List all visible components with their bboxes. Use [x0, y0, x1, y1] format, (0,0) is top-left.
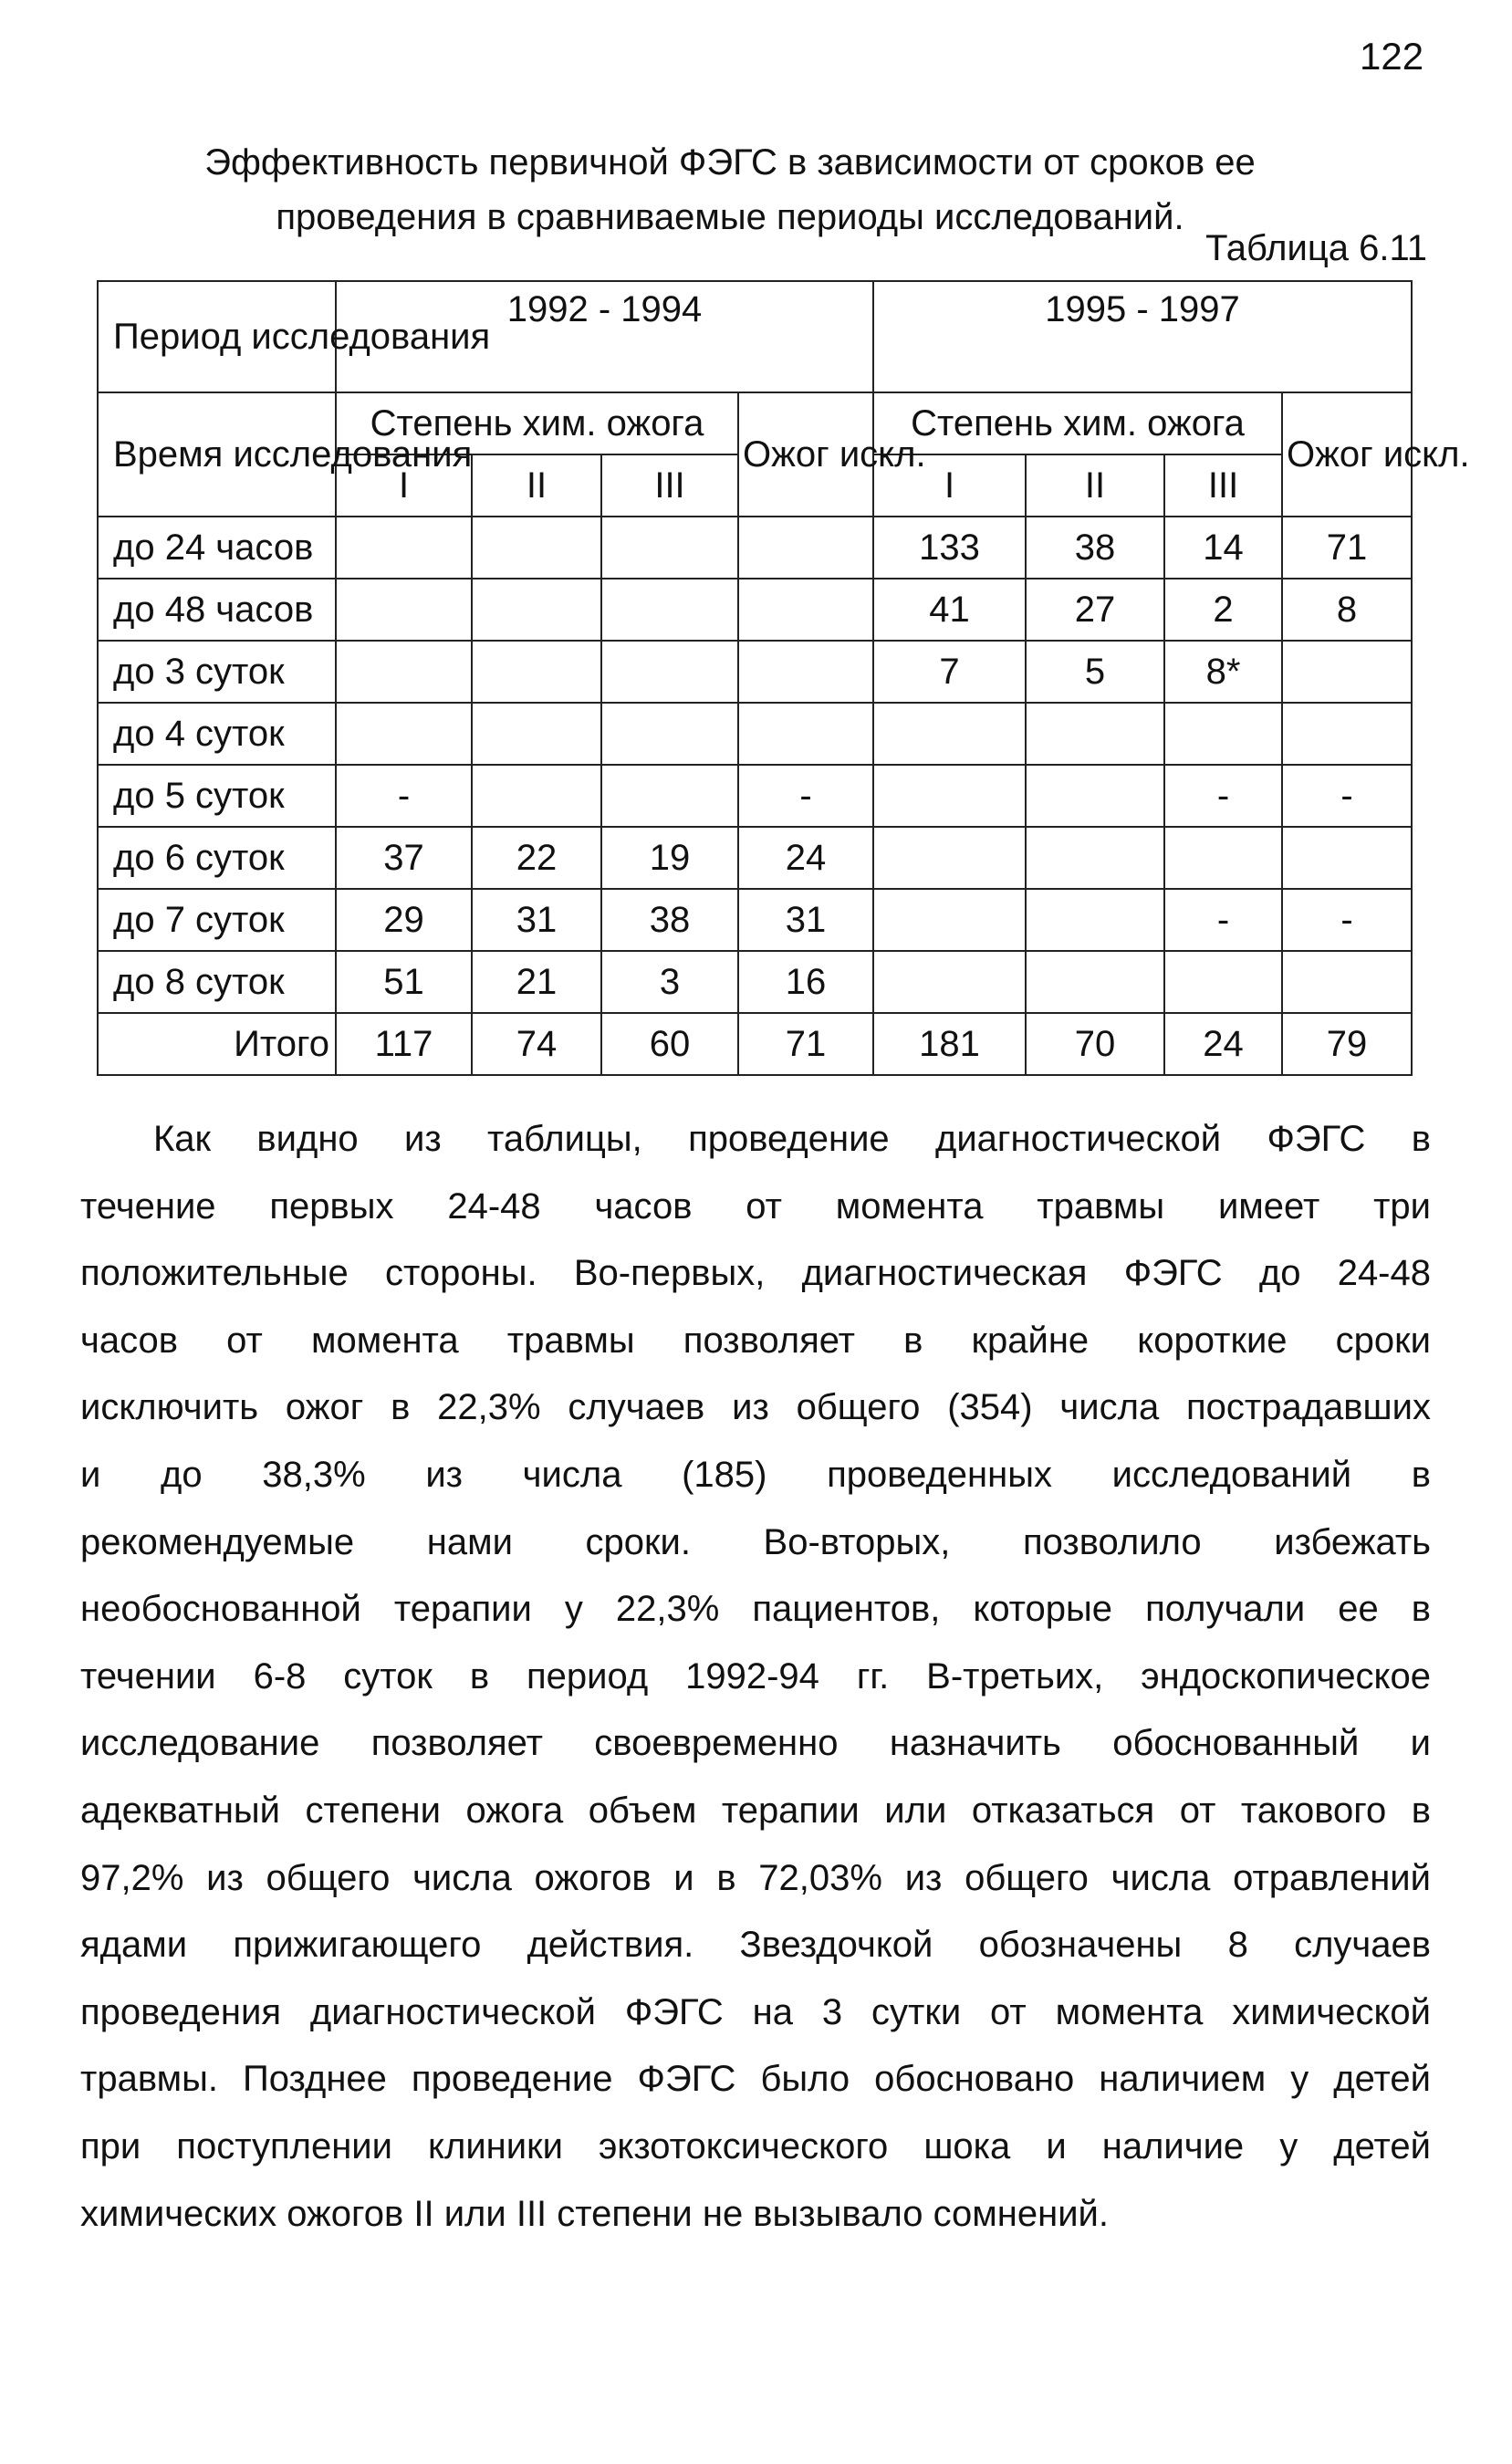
table-cell: -: [1282, 765, 1412, 827]
paragraph-line: проведения диагностической ФЭГС на 3 сутки от момента химической: [80, 1991, 1431, 2032]
period-header: Период исследования: [98, 281, 336, 392]
table-cell: 5: [1026, 641, 1164, 703]
table-cell: [738, 579, 873, 641]
degree-header: Степень хим. ожога: [336, 392, 738, 454]
table-cell: [601, 703, 738, 765]
paragraph-line: течении 6-8 суток в период 1992-94 гг. В-третьих, эндоскопическое: [80, 1655, 1431, 1697]
table-cell: [336, 579, 472, 641]
paragraph-line: исключить ожог в 22,3% случаев из общего (354) числа пострадавших: [80, 1387, 1431, 1428]
degree-ii: II: [1026, 454, 1164, 517]
table-row: [98, 951, 1412, 1013]
table-cell: 24: [738, 827, 873, 889]
table-cell: [873, 703, 1026, 765]
table-cell: [1282, 827, 1412, 889]
paragraph-line: 97,2% из общего числа ожогов и в 72,03% из общего числа отравлений: [80, 1857, 1431, 1898]
table-cell: [336, 517, 472, 579]
table-cell: 70: [1026, 1013, 1164, 1075]
table-cell: 8*: [1164, 641, 1282, 703]
table-cell: [1026, 889, 1164, 951]
table-cell: 29: [336, 889, 472, 951]
table-cell: [472, 703, 601, 765]
table-cell: 37: [336, 827, 472, 889]
table-cell: -: [738, 765, 873, 827]
paragraph-line: необоснованной терапии у 22,3% пациентов, которые получали ее в: [80, 1589, 1431, 1630]
table-cell: 41: [873, 579, 1026, 641]
table-cell: 22: [472, 827, 601, 889]
table-cell: [601, 641, 738, 703]
table-cell: 19: [601, 827, 738, 889]
table-cell: [472, 517, 601, 579]
table-cell: [738, 703, 873, 765]
table-cell: [601, 517, 738, 579]
paragraph-line: Как видно из таблицы, проведение диагностической ФЭГС в: [153, 1119, 1431, 1159]
degree-iii: III: [601, 454, 738, 517]
table-cell: [472, 641, 601, 703]
burn-efficiency-table: [97, 280, 1470, 1076]
table-cell: [1026, 703, 1164, 765]
table-row: [98, 765, 1412, 827]
degree-header-row: [98, 392, 1412, 454]
time-header: Время исследования: [98, 392, 336, 517]
table-cell: [1282, 641, 1412, 703]
table-cell: 74: [472, 1013, 601, 1075]
page-number: 122: [1360, 35, 1424, 78]
table-cell: [873, 951, 1026, 1013]
table-cell: [1282, 703, 1412, 765]
table-body: [98, 517, 1412, 1013]
table-cell: [336, 641, 472, 703]
table-cell: [873, 827, 1026, 889]
table-cell: [336, 703, 472, 765]
table-cell: 16: [738, 951, 873, 1013]
period-1992-1994: 1992 - 1994: [336, 281, 873, 392]
paragraph-line: течение первых 24-48 часов от момента травмы имеет три: [80, 1185, 1431, 1227]
table-cell: 7: [873, 641, 1026, 703]
table-cell: [1164, 951, 1282, 1013]
table-cell: 27: [1026, 579, 1164, 641]
row-label: до 8 суток: [98, 951, 336, 1013]
paragraph-line: ядами прижигающего действия. Звездочкой обозначены 8 случаев: [80, 1925, 1431, 1966]
table-cell: 79: [1282, 1013, 1412, 1075]
degree-iii: III: [1164, 454, 1282, 517]
table-cell: 31: [738, 889, 873, 951]
paragraph-line: при поступлении клиники экзотоксического шока и наличие у детей: [80, 2125, 1431, 2166]
table-cell: 51: [336, 951, 472, 1013]
table-cell: 181: [873, 1013, 1026, 1075]
period-1995-1997: 1995 - 1997: [873, 281, 1412, 392]
table-cell: 24: [1164, 1013, 1282, 1075]
degree-ii: II: [472, 454, 601, 517]
row-label: до 24 часов: [98, 517, 336, 579]
table-cell: -: [1282, 889, 1412, 951]
table-cell: 38: [1026, 517, 1164, 579]
table-row: [98, 827, 1412, 889]
caption-line: Эффективность первичной ФЭГС в зависимости от сроков ее: [204, 142, 1256, 183]
row-label: до 48 часов: [98, 579, 336, 641]
table-cell: -: [1164, 889, 1282, 951]
total-row: [98, 1013, 1412, 1075]
degree-header: Степень хим. ожога: [873, 392, 1282, 454]
table-cell: 38: [601, 889, 738, 951]
table-cell: 71: [1282, 517, 1412, 579]
table-cell: -: [1164, 765, 1282, 827]
table-cell: 117: [336, 1013, 472, 1075]
table-cell: [1164, 703, 1282, 765]
row-label: до 3 суток: [98, 641, 336, 703]
row-label: до 4 суток: [98, 703, 336, 765]
paragraph-line: часов от момента травмы позволяет в крайне короткие сроки: [80, 1320, 1431, 1361]
row-label: до 5 суток: [98, 765, 336, 827]
paragraph-line: химических ожогов II или III степени не вызывало сомнений.: [80, 2193, 1110, 2234]
paragraph-line: рекомендуемые нами сроки. Во-вторых, позволило избежать: [80, 1521, 1431, 1562]
table-cell: 71: [738, 1013, 873, 1075]
table-row: [98, 517, 1412, 579]
table-cell: [601, 765, 738, 827]
table-cell: [1026, 827, 1164, 889]
table-cell: [472, 765, 601, 827]
table-cell: 8: [1282, 579, 1412, 641]
excluded-header: Ожог искл.: [738, 392, 873, 517]
table-cell: [1026, 765, 1164, 827]
table-cell: 60: [601, 1013, 738, 1075]
table-cell: 3: [601, 951, 738, 1013]
paragraph-line: травмы. Позднее проведение ФЭГС было обосновано наличием у детей: [80, 2059, 1431, 2100]
table-row: [98, 703, 1412, 765]
paragraph-line: и до 38,3% из числа (185) проведенных исследований в: [80, 1454, 1431, 1495]
row-label: до 6 суток: [98, 827, 336, 889]
table-cell: [873, 889, 1026, 951]
table-cell: 2: [1164, 579, 1282, 641]
table-cell: [1282, 951, 1412, 1013]
body-paragraph: [80, 1106, 1431, 2248]
total-label: Итого: [98, 1013, 336, 1075]
table-cell: 21: [472, 951, 601, 1013]
table-cell: [1026, 951, 1164, 1013]
table-row: [98, 641, 1412, 703]
paragraph-line: исследование позволяет своевременно назначить обоснованный и: [80, 1723, 1431, 1764]
degree-i: I: [873, 454, 1026, 517]
table-cell: 14: [1164, 517, 1282, 579]
table-row: [98, 889, 1412, 951]
table-cell: [738, 517, 873, 579]
table-row: [98, 579, 1412, 641]
table-cell: [472, 579, 601, 641]
period-header-row: [98, 281, 1412, 392]
row-label: до 7 суток: [98, 889, 336, 951]
caption-line: проведения в сравниваемые периоды исследований.: [276, 197, 1184, 237]
paragraph-line: адекватный степени ожога объем терапии или отказаться от такового в: [80, 1790, 1431, 1831]
excluded-header: Ожог искл.: [1282, 392, 1412, 517]
table-cell: -: [336, 765, 472, 827]
table-cell: 31: [472, 889, 601, 951]
table-caption: [137, 135, 1323, 245]
table-cell: [1164, 827, 1282, 889]
degree-i: I: [336, 454, 472, 517]
table-number-label: Таблица 6.11: [1205, 228, 1427, 268]
table-cell: 133: [873, 517, 1026, 579]
table-cell: [873, 765, 1026, 827]
table-cell: [738, 641, 873, 703]
paragraph-line: положительные стороны. Во-первых, диагностическая ФЭГС до 24-48: [80, 1253, 1431, 1294]
table-cell: [601, 579, 738, 641]
